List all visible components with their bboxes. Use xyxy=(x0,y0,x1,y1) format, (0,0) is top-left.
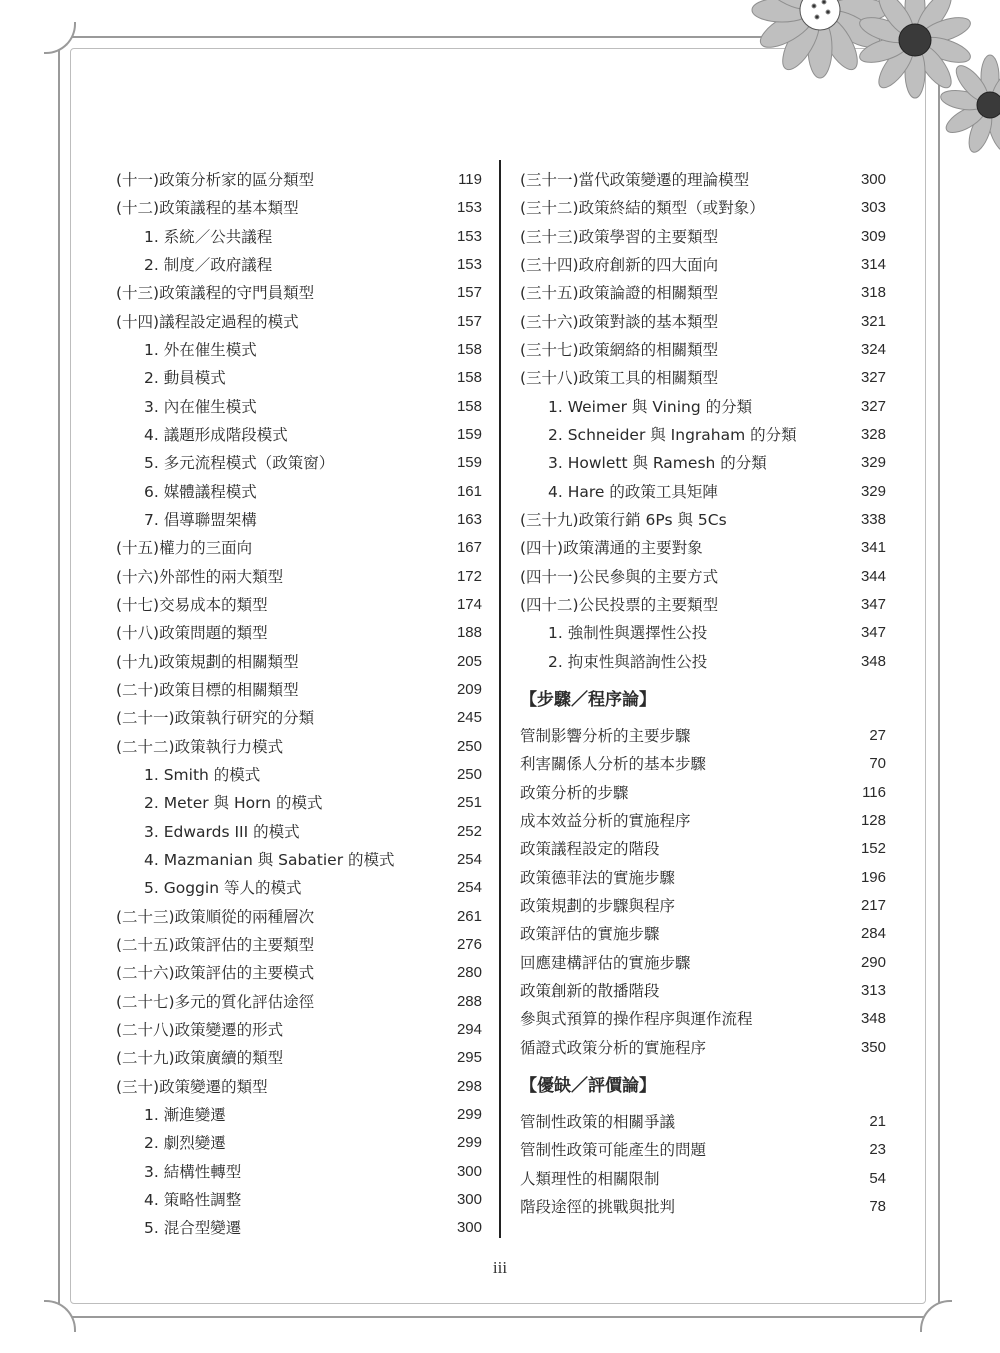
toc-entry-page: 300 xyxy=(860,171,886,189)
toc-entry xyxy=(116,1214,482,1242)
section-heading: 【步驟／程序論】 xyxy=(520,689,656,710)
toc-entry-page: 172 xyxy=(456,567,482,585)
toc-entry-title: (二十二)政策執行力模式 xyxy=(116,737,284,756)
toc-entry-page: 327 xyxy=(860,397,886,415)
toc-entry-page: 128 xyxy=(860,812,886,830)
toc-entry-page: 338 xyxy=(860,511,886,529)
toc-entry-title: (三十一)當代政策變遷的理論模型 xyxy=(520,171,750,190)
toc-entry xyxy=(520,166,886,194)
toc-entry-page: 174 xyxy=(456,596,482,614)
toc-entry-title: (十一)政策分析家的區分類型 xyxy=(116,171,315,190)
toc-entry xyxy=(520,591,886,619)
toc-entry-page: 348 xyxy=(860,1010,886,1028)
toc-entry-title: (三十六)政策對談的基本類型 xyxy=(520,312,719,331)
toc-entry-page: 153 xyxy=(456,256,482,274)
toc-entry xyxy=(520,779,886,807)
toc-entry-page: 205 xyxy=(456,652,482,670)
toc-entry-title: 成本效益分析的實施程序 xyxy=(520,812,691,831)
toc-entry-page: 196 xyxy=(860,868,886,886)
toc-entry xyxy=(116,166,482,194)
toc-entry xyxy=(116,393,482,421)
toc-entry-title: (三十二)政策終結的類型（或對象） xyxy=(520,199,765,218)
toc-entry xyxy=(520,648,886,676)
toc-entry-title: 5. Goggin 等人的模式 xyxy=(144,879,302,898)
toc-entry-page: 250 xyxy=(456,737,482,755)
toc-entry-page: 298 xyxy=(456,1077,482,1095)
toc-entry xyxy=(116,1044,482,1072)
toc-entry xyxy=(520,892,886,920)
toc-entry xyxy=(116,1157,482,1185)
toc-entry xyxy=(116,308,482,336)
toc-entry xyxy=(116,789,482,817)
toc-entry-page: 158 xyxy=(456,341,482,359)
toc-entry-title: (十八)政策問題的類型 xyxy=(116,624,268,643)
toc-entry xyxy=(520,722,886,750)
toc-entry xyxy=(116,704,482,732)
toc-entry xyxy=(116,761,482,789)
toc-entry-title: (三十七)政策網絡的相關類型 xyxy=(520,341,719,360)
toc-entry-page: 23 xyxy=(869,1141,886,1159)
toc-entry-title: 4. Hare 的政策工具矩陣 xyxy=(548,482,718,501)
toc-entry-title: (二十九)政策廣續的類型 xyxy=(116,1049,284,1068)
toc-entry xyxy=(116,931,482,959)
toc-entry xyxy=(116,336,482,364)
toc-entry xyxy=(520,1005,886,1033)
toc-entry xyxy=(520,563,886,591)
toc-entry-page: 290 xyxy=(860,953,886,971)
toc-entry-page: 329 xyxy=(860,454,886,472)
toc-entry xyxy=(116,251,482,279)
toc-entry-page: 54 xyxy=(869,1169,886,1187)
toc-entry-title: 4. 策略性調整 xyxy=(144,1190,242,1209)
toc-entry xyxy=(520,421,886,449)
toc-entry-title: 3. 內在催生模式 xyxy=(144,397,257,416)
toc-entry xyxy=(116,1016,482,1044)
toc-entry-page: 344 xyxy=(860,567,886,585)
toc-right-column xyxy=(520,166,886,1221)
toc-entry-page: 252 xyxy=(456,822,482,840)
toc-entry-title: (二十七)多元的質化評估途徑 xyxy=(116,992,315,1011)
toc-entry-page: 314 xyxy=(860,256,886,274)
toc-entry xyxy=(116,421,482,449)
toc-entry-title: (二十)政策目標的相關類型 xyxy=(116,681,299,700)
toc-entry-page: 157 xyxy=(456,312,482,330)
toc-entry-title: 政策評估的實施步驟 xyxy=(520,925,660,944)
toc-entry-title: 5. 混合型變遷 xyxy=(144,1219,242,1238)
toc-entry-title: 2. 制度／政府議程 xyxy=(144,256,273,275)
toc-entry xyxy=(116,223,482,251)
toc-entry-title: 回應建構評估的實施步驟 xyxy=(520,953,691,972)
toc-entry-title: (三十五)政策論證的相關類型 xyxy=(520,284,719,303)
toc-entry xyxy=(116,591,482,619)
toc-entry xyxy=(520,750,886,778)
toc-entry-page: 324 xyxy=(860,341,886,359)
toc-entry-page: 299 xyxy=(456,1134,482,1152)
toc-entry-page: 348 xyxy=(860,652,886,670)
toc-entry xyxy=(116,988,482,1016)
toc-entry xyxy=(520,807,886,835)
toc-entry-page: 161 xyxy=(456,482,482,500)
toc-entry-page: 300 xyxy=(456,1162,482,1180)
toc-entry xyxy=(520,336,886,364)
toc-entry-title: 2. 劇烈變遷 xyxy=(144,1134,226,1153)
toc-entry-page: 299 xyxy=(456,1105,482,1123)
toc-entry xyxy=(520,279,886,307)
toc-entry-title: 1. 漸進變遷 xyxy=(144,1105,226,1124)
toc-entry-page: 21 xyxy=(869,1113,886,1130)
toc-entry-title: (二十一)政策執行研究的分類 xyxy=(116,709,315,728)
toc-entry xyxy=(520,977,886,1005)
toc-entry xyxy=(116,676,482,704)
toc-entry-title: (三十九)政策行銷 6Ps 與 5Cs xyxy=(520,511,727,530)
toc-entry xyxy=(116,818,482,846)
toc-entry-title: (三十)政策變遷的類型 xyxy=(116,1077,268,1096)
toc-entry-page: 276 xyxy=(456,936,482,954)
toc-entry xyxy=(520,478,886,506)
column-divider xyxy=(499,160,501,1238)
toc-entry-page: 158 xyxy=(456,369,482,387)
toc-entry-title: (二十六)政策評估的主要模式 xyxy=(116,964,315,983)
toc-entry-page: 341 xyxy=(860,539,886,557)
toc-entry-page: 303 xyxy=(860,199,886,217)
toc-entry xyxy=(520,1165,886,1193)
toc-entry xyxy=(520,308,886,336)
toc-entry-page: 157 xyxy=(456,284,482,302)
toc-entry-page: 347 xyxy=(860,624,886,642)
toc-entry-title: (四十二)公民投票的主要類型 xyxy=(520,596,719,615)
toc-entry-page: 329 xyxy=(860,482,886,500)
toc-entry-title: (二十五)政策評估的主要類型 xyxy=(116,936,315,955)
toc-entry xyxy=(116,279,482,307)
toc-entry-title: 3. 結構性轉型 xyxy=(144,1162,242,1181)
toc-entry xyxy=(116,534,482,562)
toc-entry xyxy=(116,194,482,222)
toc-left-column xyxy=(116,166,482,1242)
toc-entry-page: 159 xyxy=(456,426,482,444)
toc-entry xyxy=(116,449,482,477)
toc-entry-title: 6. 媒體議程模式 xyxy=(144,482,257,501)
toc-entry-page: 70 xyxy=(869,755,886,773)
toc-entry-page: 78 xyxy=(869,1197,886,1215)
toc-entry-title: 階段途徑的挑戰與批判 xyxy=(520,1197,676,1216)
toc-entry-title: (十四)議程設定過程的模式 xyxy=(116,312,299,331)
toc-entry-page: 261 xyxy=(456,907,482,925)
toc-entry-page: 163 xyxy=(456,511,482,529)
toc-entry-page: 309 xyxy=(860,227,886,245)
toc-entry xyxy=(520,1193,886,1221)
toc-entry xyxy=(116,648,482,676)
toc-entry xyxy=(116,1073,482,1101)
toc-entry xyxy=(116,1129,482,1157)
toc-entry xyxy=(520,864,886,892)
toc-entry-title: 1. 外在催生模式 xyxy=(144,341,257,360)
toc-entry-title: 管制性政策可能產生的問題 xyxy=(520,1141,707,1160)
toc-entry-page: 288 xyxy=(456,992,482,1010)
toc-entry-title: (十五)權力的三面向 xyxy=(116,539,253,558)
toc-entry xyxy=(116,1101,482,1129)
toc-entry xyxy=(116,478,482,506)
toc-entry-page: 294 xyxy=(456,1021,482,1038)
toc-entry-page: 350 xyxy=(860,1038,886,1056)
toc-entry-title: 政策議程設定的階段 xyxy=(520,840,660,859)
toc-entry-page: 295 xyxy=(456,1049,482,1067)
toc-entry-page: 254 xyxy=(456,879,482,897)
toc-entry-title: (四十一)公民參與的主要方式 xyxy=(520,567,719,586)
toc-entry-title: 循證式政策分析的實施程序 xyxy=(520,1038,707,1057)
toc-entry-page: 217 xyxy=(860,897,886,915)
toc-entry xyxy=(520,393,886,421)
toc-entry xyxy=(116,959,482,987)
toc-entry xyxy=(520,1136,886,1164)
toc-entry-page: 318 xyxy=(860,284,886,302)
toc-entry-page: 153 xyxy=(456,199,482,217)
toc-entry-page: 153 xyxy=(456,227,482,245)
toc-entry xyxy=(520,1108,886,1136)
toc-entry-page: 313 xyxy=(860,982,886,1000)
toc-entry-title: 管制性政策的相關爭議 xyxy=(520,1113,676,1131)
toc-entry-page: 321 xyxy=(860,312,886,330)
toc-entry-page: 167 xyxy=(456,539,482,557)
toc-entry xyxy=(116,846,482,874)
toc-entry-page: 27 xyxy=(869,727,886,745)
toc-entry xyxy=(116,903,482,931)
toc-entry-page: 300 xyxy=(456,1219,482,1237)
toc-entry-title: (十九)政策規劃的相關類型 xyxy=(116,652,299,671)
toc-entry-title: (十三)政策議程的守門員類型 xyxy=(116,284,315,303)
toc-entry-title: 政策規劃的步驟與程序 xyxy=(520,897,676,916)
toc-entry-title: 政策創新的散播階段 xyxy=(520,982,660,1001)
toc-entry-title: (三十三)政策學習的主要類型 xyxy=(520,227,719,246)
toc-entry-title: 2. Meter 與 Horn 的模式 xyxy=(144,794,323,813)
toc-entry xyxy=(116,364,482,392)
toc-entry-page: 328 xyxy=(860,426,886,444)
toc-entry-title: 2. 動員模式 xyxy=(144,369,226,388)
toc-entry-title: (十二)政策議程的基本類型 xyxy=(116,199,299,218)
toc-entry-title: (十六)外部性的兩大類型 xyxy=(116,567,284,586)
toc-entry-page: 158 xyxy=(456,397,482,415)
toc-entry-page: 254 xyxy=(456,851,482,869)
toc-entry-page: 251 xyxy=(456,794,482,812)
toc-entry-page: 159 xyxy=(456,454,482,472)
toc-entry xyxy=(116,733,482,761)
toc-entry xyxy=(520,223,886,251)
toc-entry-page: 152 xyxy=(860,840,886,858)
toc-entry-page: 347 xyxy=(860,596,886,614)
toc-entry-title: 4. 議題形成階段模式 xyxy=(144,426,288,445)
toc-entry xyxy=(520,920,886,948)
toc-entry xyxy=(520,449,886,477)
toc-entry-title: 3. Edwards III 的模式 xyxy=(144,822,300,841)
toc-entry xyxy=(116,563,482,591)
toc-entry-page: 116 xyxy=(862,783,886,801)
toc-entry-title: 4. Mazmanian 與 Sabatier 的模式 xyxy=(144,851,395,870)
toc-entry-title: (三十四)政府創新的四大面向 xyxy=(520,256,719,275)
toc-entry-title: (二十三)政策順從的兩種層次 xyxy=(116,907,315,926)
toc-entry xyxy=(520,619,886,647)
toc-entry xyxy=(520,534,886,562)
toc-entry-title: 1. 系統／公共議程 xyxy=(144,227,273,246)
toc-entry xyxy=(520,949,886,977)
toc-entry xyxy=(520,1034,886,1062)
toc-entry-title: 5. 多元流程模式（政策窗） xyxy=(144,454,335,473)
toc-entry xyxy=(116,506,482,534)
decorative-flowers xyxy=(670,0,1000,160)
toc-entry xyxy=(520,251,886,279)
section-heading: 【優缺／評價論】 xyxy=(520,1075,656,1096)
toc-entry-title: (十七)交易成本的類型 xyxy=(116,596,268,615)
toc-entry-title: 1. 強制性與選擇性公投 xyxy=(548,624,708,643)
toc-entry-page: 300 xyxy=(456,1190,482,1208)
toc-entry xyxy=(520,194,886,222)
toc-entry-title: 利害關係人分析的基本步驟 xyxy=(520,755,707,774)
toc-entry-title: 1. Weimer 與 Vining 的分類 xyxy=(548,397,753,416)
toc-entry-title: 參與式預算的操作程序與運作流程 xyxy=(520,1010,753,1029)
toc-entry-title: 3. Howlett 與 Ramesh 的分類 xyxy=(548,454,767,473)
toc-entry-title: 1. Smith 的模式 xyxy=(144,766,261,785)
toc-entry-title: 2. Schneider 與 Ingraham 的分類 xyxy=(548,426,797,445)
toc-entry xyxy=(116,874,482,902)
toc-entry-page: 280 xyxy=(456,964,482,982)
toc-entry xyxy=(116,619,482,647)
toc-entry xyxy=(520,506,886,534)
toc-entry-title: 7. 倡導聯盟架構 xyxy=(144,511,257,530)
toc-entry-title: (三十八)政策工具的相關類型 xyxy=(520,369,719,388)
toc-entry-title: 管制影響分析的主要步驟 xyxy=(520,727,691,746)
toc-entry-page: 119 xyxy=(458,171,482,189)
toc-entry-page: 245 xyxy=(456,709,482,727)
toc-entry-page: 284 xyxy=(860,925,886,943)
toc-entry-title: 政策分析的步驟 xyxy=(520,783,629,802)
page-number: iii xyxy=(492,1258,508,1277)
toc-entry-page: 209 xyxy=(456,681,482,699)
toc-entry-title: (二十八)政策變遷的形式 xyxy=(116,1021,284,1039)
toc-entry-title: 2. 拘束性與諮詢性公投 xyxy=(548,652,708,671)
toc-entry-page: 250 xyxy=(456,766,482,784)
toc-entry-page: 327 xyxy=(860,369,886,387)
toc-entry xyxy=(520,364,886,392)
toc-entry-title: (四十)政策溝通的主要對象 xyxy=(520,539,703,558)
toc-entry-title: 政策德菲法的實施步驟 xyxy=(520,868,676,887)
toc-entry xyxy=(520,835,886,863)
toc-entry-title: 人類理性的相關限制 xyxy=(520,1169,660,1188)
toc-entry xyxy=(116,1186,482,1214)
toc-entry-page: 188 xyxy=(456,624,482,642)
